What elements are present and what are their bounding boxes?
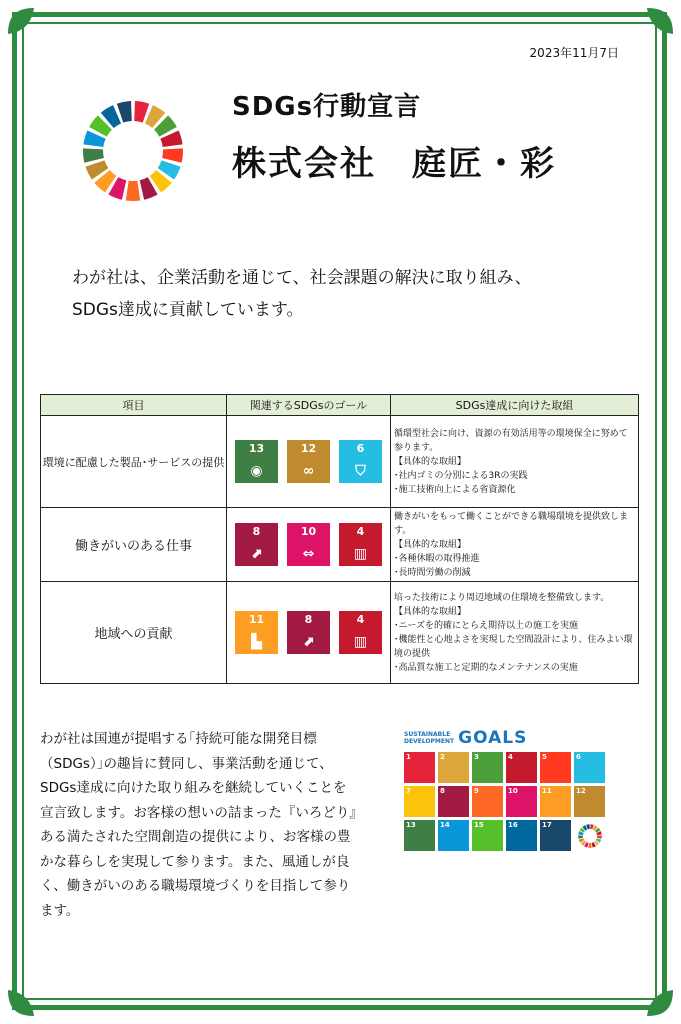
sdg-tile-8: 8 [438, 786, 469, 817]
table-row [41, 508, 639, 582]
goal-number: 8 [304, 613, 313, 626]
wheel-segment [578, 835, 583, 838]
row-item: 地域への貢献 [41, 582, 227, 684]
sdg-tile-15: 15 [472, 820, 503, 851]
sdg-goal-4-icon [339, 611, 382, 654]
sdgs-wheel-small-icon [574, 820, 605, 851]
wheel-segment [162, 148, 183, 162]
equality-icon: ⇔ [302, 546, 315, 562]
goal-number: 13 [248, 442, 265, 455]
table-row [41, 582, 639, 684]
sdg-action-table [40, 394, 639, 684]
sdg-tile-12: 12 [574, 786, 605, 817]
sdg-goal-12-icon [287, 440, 330, 483]
book-icon: ▥ [353, 546, 368, 562]
actions-cell [391, 508, 639, 582]
action-line: 【具体的な取組】 [394, 539, 467, 550]
sdg-goal-13-icon [235, 440, 278, 483]
sdg-tile-2: 2 [438, 752, 469, 783]
sdg-tile-14: 14 [438, 820, 469, 851]
action-line: ･長時間労働の削減 [394, 567, 471, 578]
goal-icons-cell [227, 416, 391, 508]
leaf-corner-icon [643, 986, 677, 1020]
sdg-tile-10: 10 [506, 786, 537, 817]
sdg-tile-5: 5 [540, 752, 571, 783]
action-line: 働きがいをもって働くことができる職場環境を提供致します。 [394, 511, 629, 536]
intro-text [72, 262, 532, 326]
wheel-segment [596, 835, 601, 838]
goal-number: 11 [248, 613, 265, 626]
goal-number: 4 [356, 613, 365, 626]
action-line: ･施工技術向上による省資源化 [394, 484, 516, 495]
subtitle-line: DEVELOPMENT [404, 738, 455, 745]
sdg-goal-8-icon [287, 611, 330, 654]
sdg-tile-17: 17 [540, 820, 571, 851]
action-line: 培った技術により周辺地域の住環境を整備致します。 [394, 592, 610, 603]
goal-icons-cell [227, 508, 391, 582]
leaf-corner-icon [4, 986, 38, 1020]
sdg-tile-16: 16 [506, 820, 537, 851]
action-line: ･各種休暇の取得推進 [394, 553, 480, 564]
wheel-segment [83, 148, 104, 162]
declaration-date: 2023年11月7日 [529, 46, 619, 60]
leaf-corner-icon [643, 4, 677, 38]
sdg-goal-8-icon [235, 523, 278, 566]
sdg-tile-6: 6 [574, 752, 605, 783]
growth-chart-icon: ⬈ [250, 546, 263, 562]
leaf-corner-icon [4, 4, 38, 38]
action-line: ･高品質な施工と定期的なメンテナンスの実施 [394, 662, 578, 673]
sdg-tile-3: 3 [472, 752, 503, 783]
growth-chart-icon: ⬈ [302, 634, 315, 650]
infinity-icon: ∞ [302, 463, 315, 479]
action-line: 【具体的な取組】 [394, 606, 467, 617]
sdg-goal-4-icon [339, 523, 382, 566]
goals-wordmark: GOALS [458, 728, 528, 748]
intro-line: SDGs達成に貢献しています。 [72, 300, 304, 320]
column-header-item: 項目 [41, 395, 227, 416]
goals-panel-header [404, 728, 606, 748]
sdg-goal-10-icon [287, 523, 330, 566]
column-header-goals: 関連するSDGsのゴール [227, 395, 391, 416]
goal-number: 8 [252, 525, 261, 538]
eye-globe-icon: ◉ [250, 463, 263, 479]
action-line: ･社内ゴミの分別による3Rの実践 [394, 470, 528, 481]
goals-tile-grid [404, 752, 606, 851]
wheel-segment [126, 181, 140, 201]
goal-icons-cell [227, 582, 391, 684]
table-row [41, 416, 639, 508]
sdgs-goals-panel [404, 728, 606, 851]
sdg-tile-13: 13 [404, 820, 435, 851]
goal-number: 12 [300, 442, 317, 455]
action-line: ･機能性と心地よさを実現した空間設計により、住みよい環境の提供 [394, 634, 633, 659]
action-line: ･ニーズを的確にとらえ期待以上の施工を実施 [394, 620, 579, 631]
intro-line: わが社は、企業活動を通じて、社会課題の解決に取り組み、 [72, 268, 532, 288]
row-item: 環境に配慮した製品･サービスの提供 [41, 416, 227, 508]
actions-cell [391, 582, 639, 684]
action-line: 循環型社会に向け、資源の有効活用等の環境保全に努めて参ります。 [394, 428, 628, 453]
company-name: 株式会社 庭匠・彩 [232, 144, 556, 184]
water-drop-icon: ⛉ [355, 463, 366, 479]
goals-panel-subtitle [404, 731, 454, 745]
sdgs-wheel-logo-icon [78, 96, 188, 206]
book-icon: ▥ [353, 634, 368, 650]
column-header-actions: SDGs達成に向けた取組 [391, 395, 639, 416]
row-item: 働きがいのある仕事 [41, 508, 227, 582]
city-icon: ▙ [251, 634, 262, 650]
page-title: SDGs行動宣言 [232, 92, 422, 122]
sdg-tile-11: 11 [540, 786, 571, 817]
goal-number: 6 [356, 442, 365, 455]
goal-number: 10 [300, 525, 317, 538]
sdg-tile-9: 9 [472, 786, 503, 817]
closing-statement: わが社は国連が提唱する｢持続可能な開発目標（SDGs）｣の趣旨に賛同し、事業活動を通じて、SDGs達成に向けた取り組みを継続していくことを宣言致します。お客様の想いの詰まった『いろどり』ある満たされた空間創造の提供により、お客様の豊かな暮らしを実現して参ります。また、風通しが良く、働きがいのある職場環境づくりを目指して参ります。 [40, 731, 357, 919]
sdg-goal-11-icon [235, 611, 278, 654]
goal-number: 4 [356, 525, 365, 538]
action-line: 【具体的な取組】 [394, 456, 467, 467]
subtitle-line: SUSTAINABLE [404, 731, 451, 738]
sdg-tile-4: 4 [506, 752, 537, 783]
actions-cell [391, 416, 639, 508]
sdg-goal-6-icon [339, 440, 382, 483]
wheel-segment [588, 843, 591, 848]
sdg-tile-7: 7 [404, 786, 435, 817]
sdg-tile-1: 1 [404, 752, 435, 783]
